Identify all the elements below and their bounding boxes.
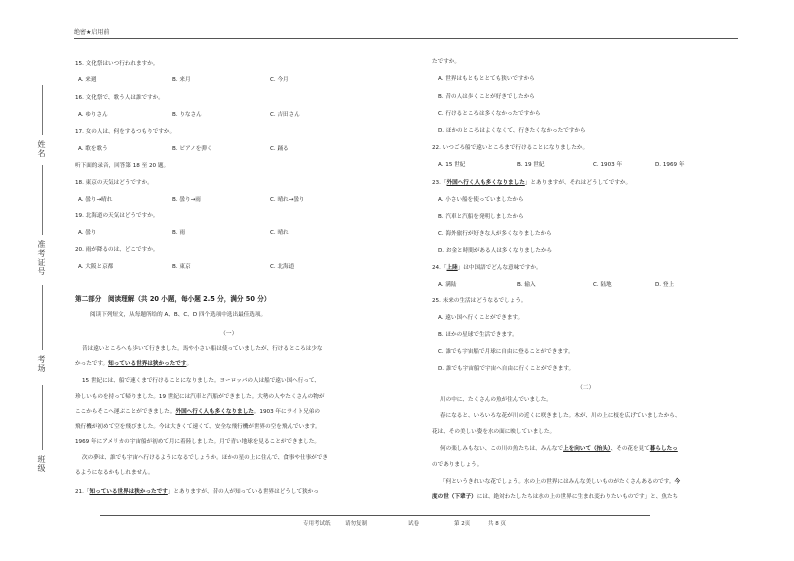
underlined-phrase: 知っている世界は狭かったです	[108, 361, 187, 367]
q24-option-a: A. 满陆	[438, 282, 457, 288]
q23-option-c: C. 海外旅行が好きな人が多くなりましたから	[438, 231, 552, 237]
passage-line: 「何というきれいな花でしょう。水の上の世界にはみんな美しいものがたくさんあるのです。今	[440, 479, 681, 485]
q24-option-d: D. 登上	[655, 282, 675, 288]
question-21-continued: たですか。	[432, 59, 460, 65]
passage-line: 昔は遠いところへも歩いて行きました。馬や小さい船は使っていましたが、行けるところは少な	[82, 346, 323, 352]
section-heading: 第二部分 阅读理解（共 20 小题，每小题 2.5 分，满分 50 分）	[75, 295, 271, 303]
passage-line: ここからそこへ運ぶことができました。外国へ行く人も多くなりました。1903 年にライト兄弟の	[75, 409, 320, 415]
underlined-phrase: 知っている世界は狭かったです	[89, 489, 168, 495]
passage-line: るようになるかもしれません。	[75, 470, 154, 476]
exam-room-label: 考场	[37, 355, 46, 373]
q15-option-c: C. 今月	[270, 77, 289, 83]
question-15: 15. 文化祭はいつ行われますか。	[75, 61, 159, 67]
q24-option-c: C. 陆地	[593, 282, 612, 288]
q21-option-c: C. 行けるところは多くなかったですから	[438, 111, 541, 117]
q25-option-d: D. 誰でも宇宙船で宇宙へ自由に行くことができます。	[438, 366, 575, 372]
q22-option-d: D. 1969 年	[655, 162, 685, 168]
q21-option-b: B. 昔の人は歩くことが好きでしたから	[438, 94, 535, 100]
q19-option-b: B. 雨	[172, 230, 185, 236]
q19-option-c: C. 晴れ	[270, 230, 289, 236]
underlined-phrase: 上を向いて（抬头）	[563, 446, 611, 452]
name-label: 姓名	[37, 140, 46, 158]
passage-1-marker: （一）	[220, 331, 238, 337]
q19-option-a: A. 曇り	[78, 230, 97, 236]
passage-line: 花は、その美しい姿を水の面に映していました。	[432, 429, 556, 435]
q22-option-b: B. 19 世紀	[517, 162, 545, 168]
q16-option-c: C. 吉田さん	[270, 112, 300, 118]
footer-paper: 专用考试纸	[303, 521, 331, 527]
q22-option-c: C. 1903 年	[593, 162, 623, 168]
exam-number-label: 准考证号	[37, 240, 46, 276]
underlined-phrase: 上陸	[446, 265, 458, 271]
q20-option-c: C. 北海道	[270, 264, 295, 270]
q18-option-a: A. 曇り→晴れ	[78, 197, 113, 203]
header-rule	[74, 38, 738, 39]
q18-option-c: C. 晴れ→曇り	[270, 197, 305, 203]
q16-option-a: A. ゆりさん	[78, 112, 108, 118]
question-21: 21.「知っている世界は狭かったです」とありますが、昔の人が知っている世界はどうして狭かっ	[75, 489, 319, 495]
q17-option-c: C. 踊る	[270, 146, 289, 152]
q25-option-a: A. 遠い国へ行くことができます。	[438, 315, 524, 321]
question-23: 23.「外国へ行く人も多くなりました」とありますが、それはどうしてですか。	[432, 180, 632, 186]
question-20: 20. 雨が降るのは、どこですか。	[75, 247, 159, 253]
q22-option-a: A. 15 世紀	[438, 162, 466, 168]
footer-page: 第 2页	[454, 521, 471, 527]
q17-option-a: A. 歌を歌う	[78, 146, 108, 152]
q18-option-b: B. 曇り→雨	[172, 197, 201, 203]
passage-line: かったです。知っている世界は狭かったです。	[75, 361, 193, 367]
name-field-line	[42, 85, 43, 135]
question-25: 25. 未来の生活はどうなるでしょう。	[432, 298, 527, 304]
underlined-phrase: 外国へ行く人も多くなりました	[175, 409, 254, 415]
q16-option-b: B. りなさん	[172, 112, 202, 118]
underlined-phrase: 外国へ行く人も多くなりました	[446, 180, 525, 186]
q15-option-a: A. 来週	[78, 77, 97, 83]
footer-no-copy: 请勿复制	[345, 521, 368, 527]
question-19: 19. 北海道の天気はどうですか。	[75, 213, 159, 219]
class-label: 班级	[37, 455, 46, 473]
passage-line: のでありましょう。	[432, 462, 483, 468]
q15-option-b: B. 来月	[172, 77, 191, 83]
underlined-phrase: 暮らしたっ	[649, 446, 678, 452]
q23-option-b: B. 汽車と汽船を発明しましたから	[438, 214, 524, 220]
passage-line: 15 世紀には、船で速くまで行けることになりました。ヨーロッパの人は船で遠い国へ行って、	[82, 378, 321, 384]
passage-line: 度の世（下辈子）には、絶対わたしたちは水の上の世界に生まれ変わりたいものです」と、魚たち	[432, 494, 679, 500]
q17-option-b: B. ピアノを弾く	[172, 146, 213, 152]
q25-option-b: B. ほかの星球で生活できます。	[438, 332, 518, 338]
question-18: 18. 東京の天気はどうですか。	[75, 180, 153, 186]
exam-number-field-line	[42, 165, 43, 235]
footer-rule	[100, 515, 650, 516]
footer-total: 共 8 页	[488, 521, 506, 527]
q20-option-a: A. 大阪と京都	[78, 264, 114, 270]
section-instruction: 阅读下列短文，从每题所给的 A、B、C、D 四个选项中选出最佳选项。	[90, 312, 267, 318]
q23-option-a: A. 小さい船を使っていましたから	[438, 197, 524, 203]
passage-line: 何の楽しみもない、この川の魚たちは、みんなで上を向いて（抬头）、その花を見て暮らしたっ	[440, 446, 678, 452]
confidential-label: 绝密★启用前	[74, 29, 110, 36]
q25-option-c: C. 誰でも宇宙船で月球に自由に登ることができます。	[438, 349, 574, 355]
passage-line: 飛行機が初めて空を飛びました。今は大きくて速くて、安全な飛行機が世界の空を飛んでいます。	[75, 424, 321, 430]
q21-option-a: A. 世界はもともととても狭いですから	[438, 76, 535, 82]
passage-line: 次の夢は、誰でも宇宙へ行けるようになるでしょうか。ほかの星の上に住んで、食事や仕事ができ	[82, 455, 328, 461]
question-16: 16. 文化祭で、歌う人は誰ですか。	[75, 95, 164, 101]
passage-2-marker: （二）	[577, 385, 595, 391]
passage-line: 1969 年にアメリカの宇宙船が初めて月に着陸しました。月で青い地球を見ることができました。	[75, 439, 320, 445]
passage-line: 春になると、いろいろな花が川の近くに咲きました。木が、川の上に枝を広げていましたから、	[440, 413, 681, 419]
q21-option-d: D. ほかのところはよくなくて、行きたくなかったですから	[438, 128, 586, 134]
class-field-line	[42, 385, 43, 450]
question-22: 22. いつごろ船で遠いところまで行けることになりましたか。	[432, 145, 589, 151]
room-field-line	[42, 285, 43, 350]
q24-option-b: B. 输入	[517, 282, 536, 288]
question-24: 24.「上陸」は中国語でどんな意味ですか。	[432, 265, 542, 271]
q20-option-b: B. 東京	[172, 264, 191, 270]
passage-line: 川の中に、たくさんの魚が住んでいました。	[440, 397, 552, 403]
passage-line: 珍しいものを持って帰りました。19 世紀には汽車と汽船ができました。大勢の人やたくさんの物が	[75, 394, 325, 400]
listening-instruction: 听下面的录音，回答第 18 至 20 题。	[75, 163, 170, 169]
footer-exam: 试卷	[408, 521, 420, 527]
q23-option-d: D. お金と時間がある人は多くなりましたから	[438, 248, 553, 254]
question-17: 17. 女の人は、何をするつもりですか。	[75, 129, 176, 135]
